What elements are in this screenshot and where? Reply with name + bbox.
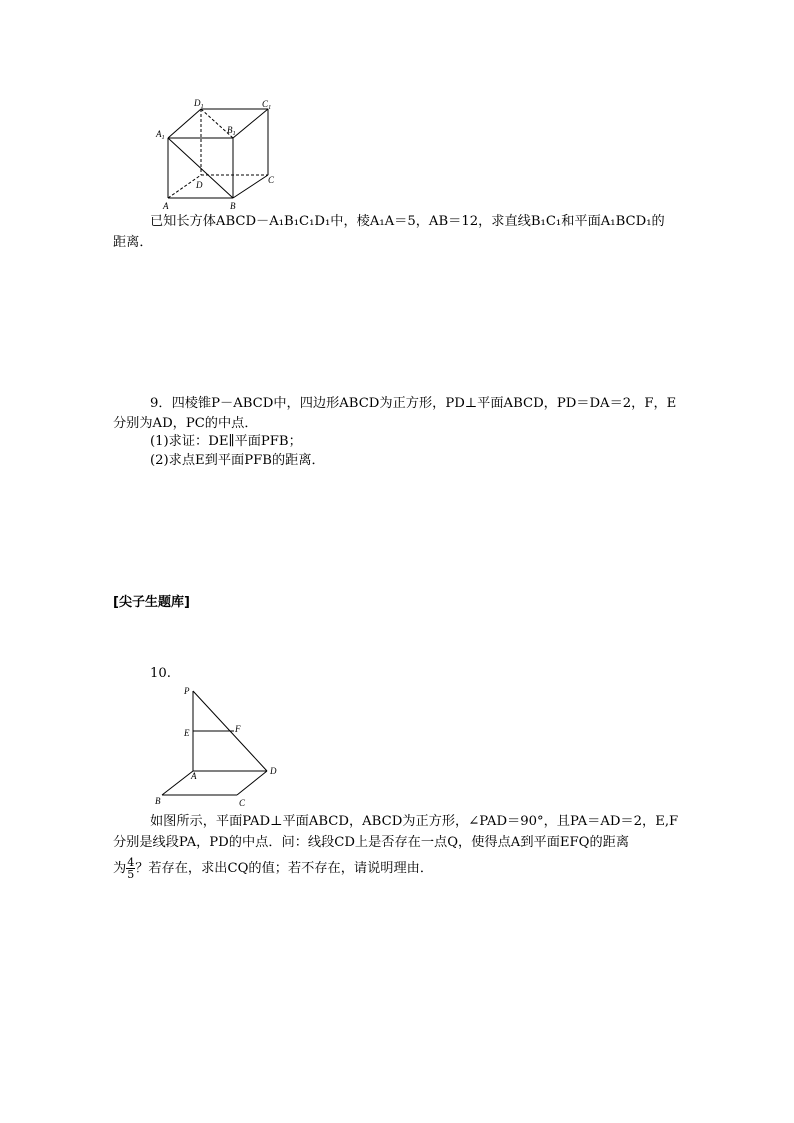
label-f: F — [235, 724, 241, 734]
label-c1: $C_1$ — [262, 99, 272, 111]
section-heading: [尖子生题库] — [113, 595, 190, 610]
label-d: D — [270, 766, 277, 776]
label-a: A — [163, 201, 169, 211]
label-b: B — [155, 796, 161, 806]
line3-suffix: ？若存在，求出CQ的值；若不存在，请说明理由． — [135, 861, 434, 876]
problem9-part1: (1)求证：DE∥平面PFB； — [150, 434, 302, 449]
problem9-text-line2: 分别为AD，PC的中点． — [113, 416, 258, 431]
problem10-text-line2: 分别是线段PA，PD的中点．问：线段CD上是否存在一点Q，使得点A到平面EFQ的距离 — [113, 835, 630, 850]
problem10-number: 10. — [150, 666, 171, 681]
problem8-text-line1: 已知长方体ABCD－A₁B₁C₁D₁中，棱A₁A＝5，AB＝12，求直线B₁C₁和平面A₁BCD₁的 — [150, 214, 665, 229]
label-d1: $D_1$ — [194, 98, 204, 110]
box-figure — [150, 95, 290, 215]
label-c: C — [239, 798, 246, 808]
problem9-part2: (2)求点E到平面PFB的距离． — [150, 453, 325, 468]
pyramid-figure — [150, 683, 290, 811]
problem10-text-line1: 如图所示，平面PAD⊥平面ABCD，ABCD为正方形，∠PAD＝90°，且PA＝AD＝2，E,F — [150, 814, 679, 829]
label-a1: $A_1$ — [156, 129, 165, 141]
fraction — [126, 857, 135, 880]
fraction-denominator: 5 — [127, 868, 135, 881]
problem10-text-line3 — [113, 856, 433, 882]
label-b: B — [230, 201, 236, 211]
label-c: C — [268, 175, 275, 185]
label-d: D — [196, 180, 203, 190]
line3-prefix: 为 — [113, 861, 127, 876]
label-e: E — [184, 728, 190, 738]
fraction-numerator: 4 — [127, 856, 135, 869]
label-b1: $B_1$ — [227, 125, 236, 137]
label-a: A — [191, 771, 197, 781]
problem8-text-line2: 距离． — [113, 235, 153, 250]
label-p: P — [184, 686, 190, 696]
problem9-text-line1: 9．四棱锥P－ABCD中，四边形ABCD为正方形，PD⊥平面ABCD，PD＝DA＝2，F，E — [150, 396, 677, 411]
